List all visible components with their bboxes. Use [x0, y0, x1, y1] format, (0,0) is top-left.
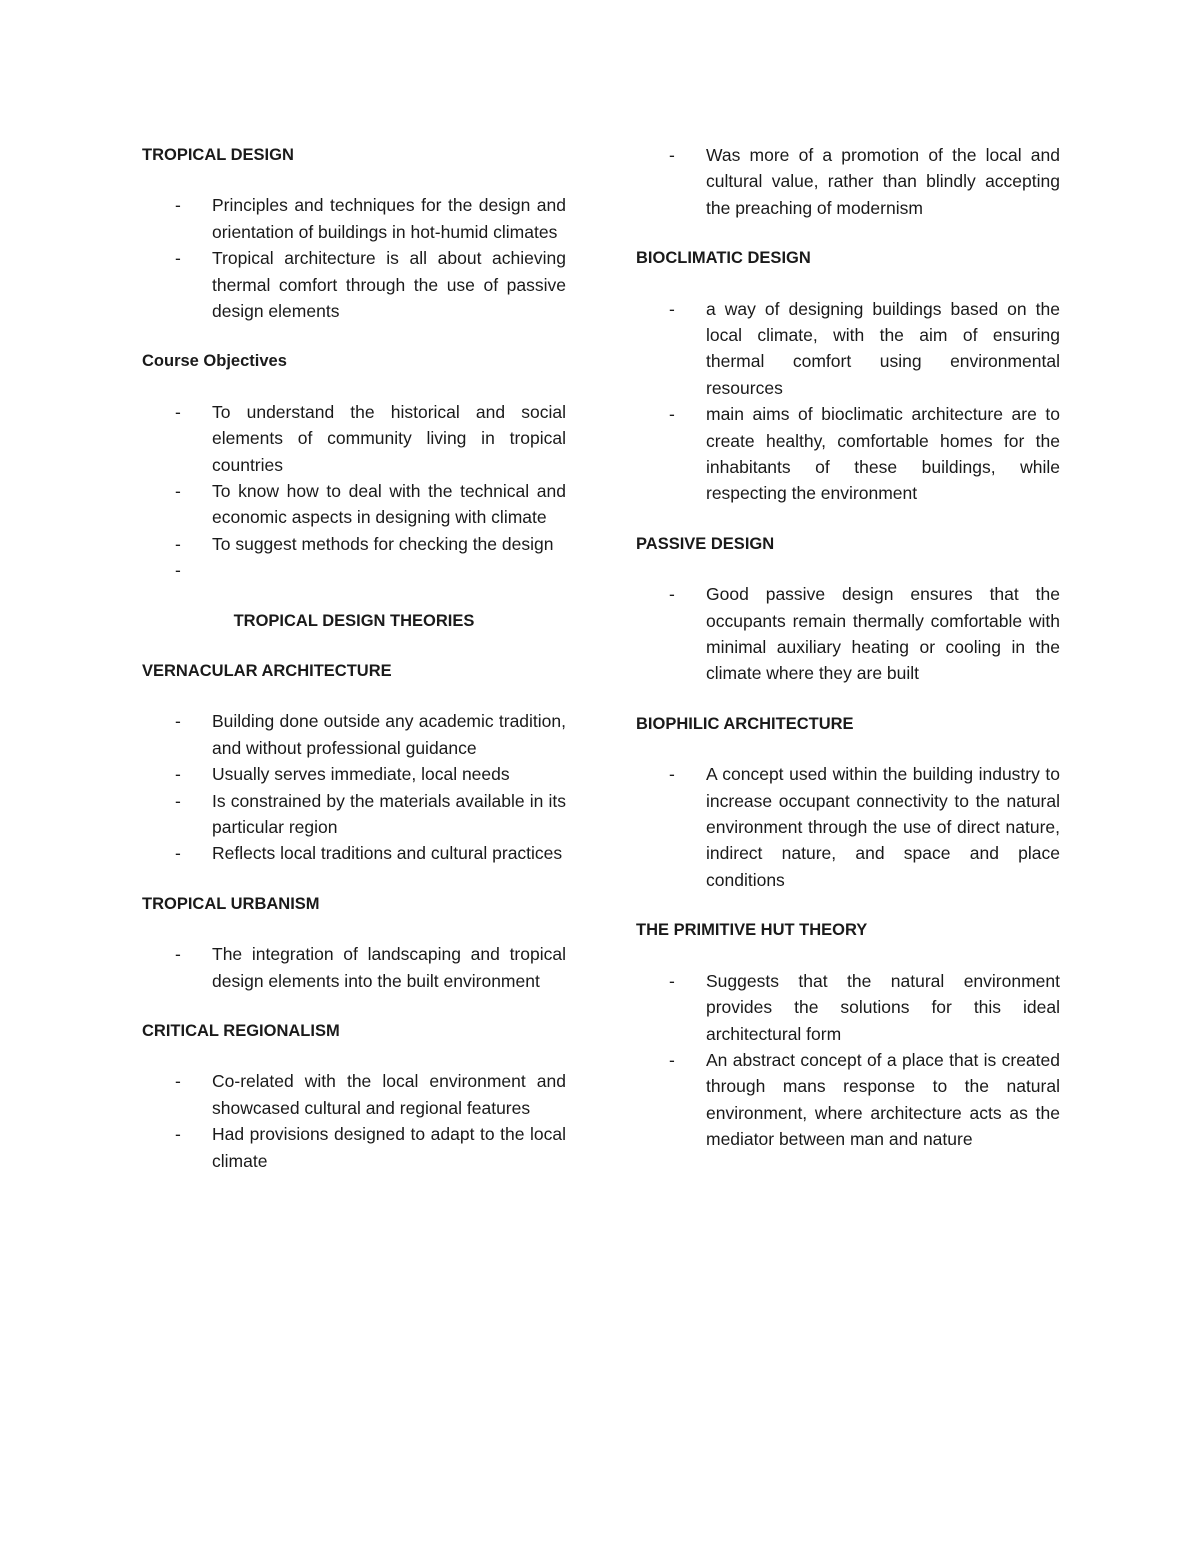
section-heading-bioclimatic: BIOCLIMATIC DESIGN	[636, 249, 811, 268]
list-item: - An abstract concept of a place that is created through mans response to the natural environment, where architecture acts as the mediator between man and nature	[636, 1047, 1060, 1153]
course-objectives-list	[142, 399, 566, 584]
left-column	[142, 142, 566, 1174]
tropical-design-list	[142, 192, 566, 324]
list-item: - Tropical architecture is all about achieving thermal comfort through the use of passive design elements	[142, 245, 566, 324]
urbanism-list	[142, 941, 566, 994]
primitive-hut-list	[636, 968, 1060, 1153]
list-item: - Building done outside any academic tradition, and without professional guidance	[142, 708, 566, 761]
list-item: - a way of designing buildings based on the local climate, with the aim of ensuring thermal comfort using environmental resources	[636, 296, 1060, 402]
section-heading-vernacular: VERNACULAR ARCHITECTURE	[142, 662, 392, 681]
list-item: - To know how to deal with the technical and economic aspects in designing with climate	[142, 478, 566, 531]
section-heading-critical-regionalism: CRITICAL REGIONALISM	[142, 1022, 340, 1041]
list-item: - Suggests that the natural environment provides the solutions for this ideal architectural form	[636, 968, 1060, 1047]
passive-list	[636, 581, 1060, 687]
section-heading-course-objectives: Course Objectives	[142, 352, 287, 371]
right-column	[636, 142, 1060, 1153]
list-item: - A concept used within the building industry to increase occupant connectivity to the natural environment through the use of direct nature, indirect nature, and space and place conditions	[636, 761, 1060, 893]
vernacular-list	[142, 708, 566, 866]
list-item: - Was more of a promotion of the local and cultural value, rather than blindly accepting the preaching of modernism	[636, 142, 1060, 221]
list-item: - Principles and techniques for the design and orientation of buildings in hot-humid climates	[142, 192, 566, 245]
list-item: - Good passive design ensures that the occupants remain thermally comfortable with minimal auxiliary heating or cooling in the climate where they are built	[636, 581, 1060, 687]
section-title-tropical-design-theories: TROPICAL DESIGN THEORIES	[233, 611, 475, 630]
biophilic-list	[636, 761, 1060, 893]
list-item: - main aims of bioclimatic architecture are to create healthy, comfortable homes for the inhabitants of these buildings, while respecting the environment	[636, 401, 1060, 507]
section-heading-passive-design: PASSIVE DESIGN	[636, 534, 775, 553]
list-item: - The integration of landscaping and tropical design elements into the built environment	[142, 941, 566, 994]
list-item: - Had provisions designed to adapt to the local climate	[142, 1121, 566, 1174]
list-item: - Usually serves immediate, local needs	[142, 761, 566, 787]
list-item-empty	[142, 557, 566, 583]
regionalism-list	[142, 1068, 566, 1174]
list-item: - To understand the historical and social elements of community living in tropical countries	[142, 399, 566, 478]
regionalism-continued-list	[636, 142, 1060, 221]
section-heading-tropical-urbanism: TROPICAL URBANISM	[142, 894, 320, 913]
list-item: - Reflects local traditions and cultural practices	[142, 840, 566, 866]
list-item: - To suggest methods for checking the design	[142, 531, 566, 557]
list-item: - Is constrained by the materials available in its particular region	[142, 788, 566, 841]
list-item: - Co-related with the local environment and showcased cultural and regional features	[142, 1068, 566, 1121]
section-heading-tropical-design: TROPICAL DESIGN	[142, 146, 294, 164]
section-heading-biophilic: BIOPHILIC ARCHITECTURE	[636, 714, 854, 733]
section-heading-primitive-hut: THE PRIMITIVE HUT THEORY	[636, 921, 868, 940]
bioclimatic-list	[636, 296, 1060, 507]
